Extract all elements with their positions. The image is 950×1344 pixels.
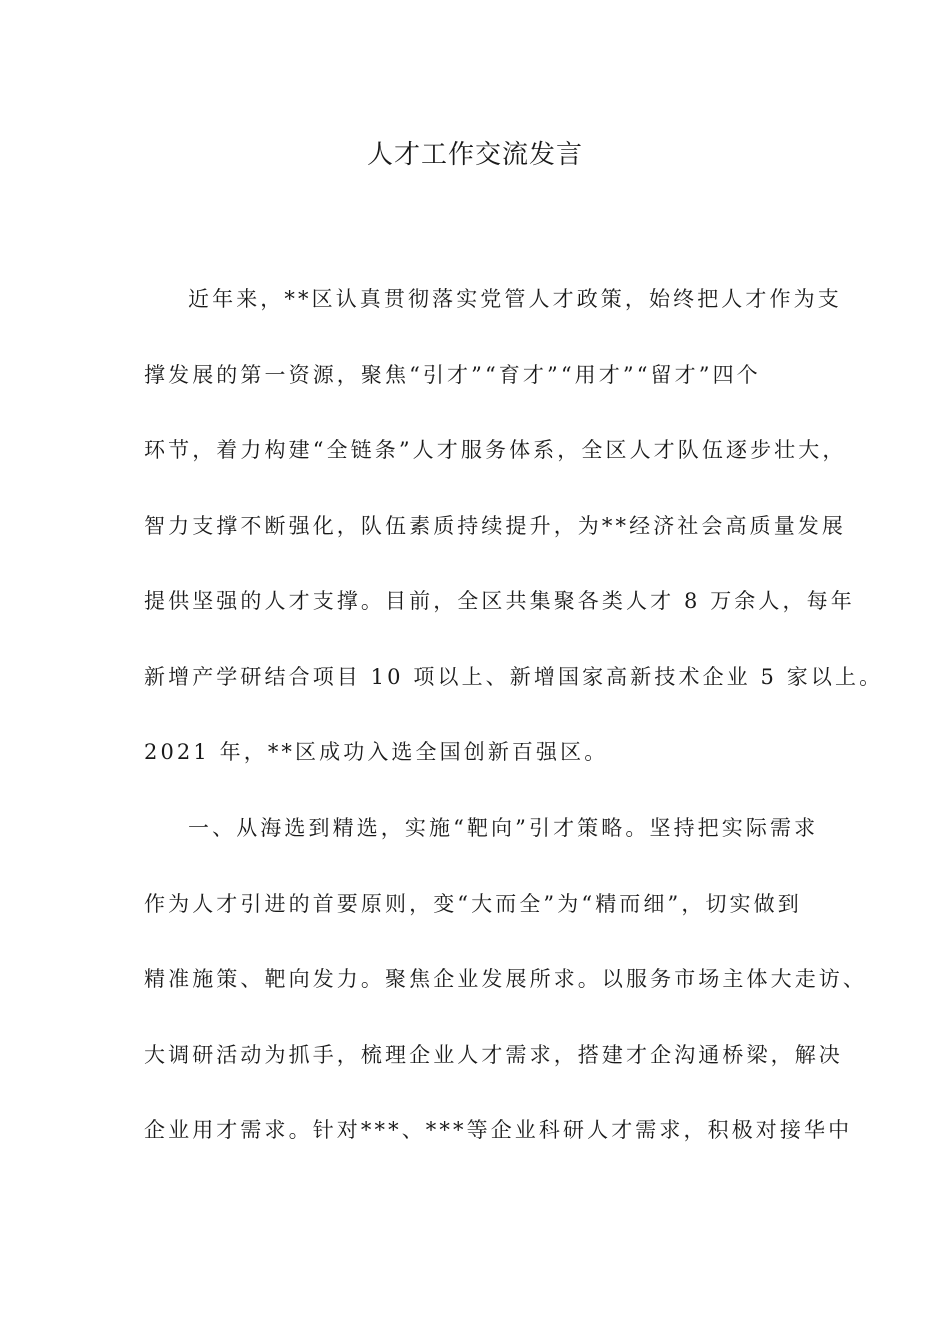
paragraph-line: 提供坚强的人才支撑。目前，全区共集聚各类人才 8 万余人，每年: [144, 589, 855, 613]
paragraph-line: 环节，着力构建“全链条”人才服务体系，全区人才队伍逐步壮大，: [144, 438, 847, 462]
paragraph-line: 作为人才引进的首要原则，变“大而全”为“精而细”，切实做到: [144, 891, 802, 916]
paragraph-line: 大调研活动为抓手，梳理企业人才需求，搭建才企沟通桥梁，解决: [144, 1042, 843, 1067]
paragraph-line: 新增产学研结合项目 10 项以上、新增国家高新技术企业 5 家以上。: [144, 664, 884, 689]
paragraph-line: 精准施策、靶向发力。聚焦企业发展所求。以服务市场主体大走访、: [144, 967, 867, 991]
paragraph-line: 2021 年，**区成功入选全国创新百强区。: [144, 740, 609, 764]
paragraph-line: 企业用才需求。针对***、***等企业科研人才需求，积极对接华中: [144, 1118, 853, 1142]
paragraph-intro: [144, 262, 884, 791]
paragraph-line: 撑发展的第一资源，聚焦“引才”“育才”“用才”“留才”四个: [144, 362, 761, 387]
paragraph-line: 近年来，**区认真贯彻落实党管人才政策，始终把人才作为支: [188, 287, 842, 311]
paragraph-line: 一、从海选到精选，实施“靶向”引才策略。坚持把实际需求: [188, 816, 819, 840]
paragraph-line: 智力支撑不断强化，队伍素质持续提升，为**经济社会高质量发展: [144, 513, 846, 538]
paragraph-section-one: [144, 791, 867, 1169]
document-title: 人才工作交流发言: [366, 140, 583, 170]
